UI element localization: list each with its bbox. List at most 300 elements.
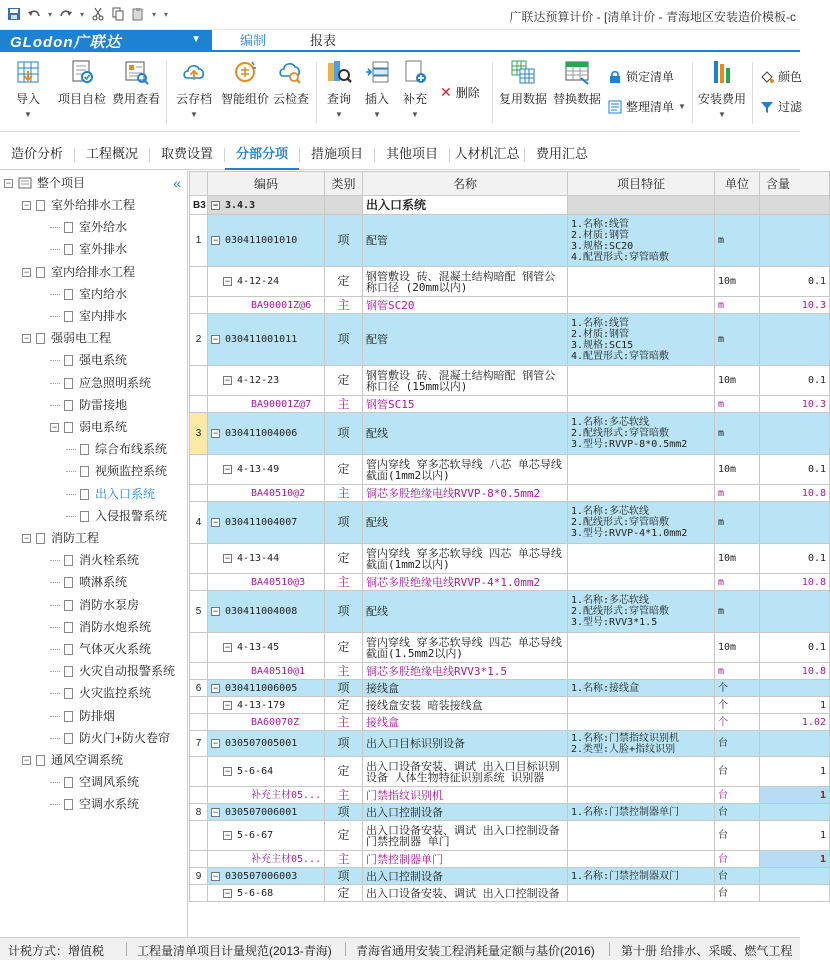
row-number[interactable] xyxy=(190,663,208,680)
unit-cell[interactable]: 10m xyxy=(715,267,760,297)
unit-cell[interactable]: m xyxy=(715,591,760,633)
name-cell[interactable]: 配管 xyxy=(363,215,568,267)
collapse-toggle-icon[interactable]: − xyxy=(212,517,219,527)
quantity-cell[interactable]: 1 xyxy=(760,851,830,868)
row-number[interactable]: 3 xyxy=(190,413,208,455)
row-number[interactable]: 8 xyxy=(190,804,208,821)
type-cell[interactable]: 主 xyxy=(325,297,363,314)
quantity-cell[interactable] xyxy=(760,804,830,821)
row-number[interactable] xyxy=(190,544,208,574)
dropdown-caret-icon[interactable]: ▾ xyxy=(151,9,156,19)
tree-item[interactable] xyxy=(50,639,151,659)
row-number[interactable]: 1 xyxy=(190,215,208,267)
tree-item[interactable] xyxy=(50,350,127,370)
row-number[interactable] xyxy=(190,267,208,297)
status-spec[interactable]: 工程量清单项目计量规范(2013-青海) xyxy=(137,944,332,958)
row-number[interactable] xyxy=(190,366,208,396)
type-cell[interactable]: 项 xyxy=(325,314,363,366)
unit-cell[interactable]: m xyxy=(715,215,760,267)
quantity-cell[interactable] xyxy=(760,680,830,697)
quota-row[interactable] xyxy=(190,633,830,663)
header-quantity[interactable]: 含量 xyxy=(760,172,830,196)
header-unit[interactable]: 单位 xyxy=(715,172,760,196)
row-number[interactable] xyxy=(190,633,208,663)
material-row[interactable] xyxy=(190,485,830,502)
row-number[interactable] xyxy=(190,885,208,902)
header-feature[interactable]: 项目特征 xyxy=(568,172,715,196)
type-cell[interactable]: 主 xyxy=(325,574,363,591)
tree-item[interactable] xyxy=(50,550,139,570)
tree-item[interactable] xyxy=(50,417,127,437)
quantity-cell[interactable]: 1 xyxy=(760,821,830,851)
collapse-toggle-icon[interactable]: − xyxy=(212,606,219,616)
name-cell[interactable]: 出入口控制设备 xyxy=(363,868,568,885)
name-cell[interactable]: 铜芯多股绝缘电线RVVP-4*1.0mm2 xyxy=(363,574,568,591)
unit-cell[interactable]: m xyxy=(715,574,760,591)
type-cell[interactable]: 定 xyxy=(325,885,363,902)
tree-item[interactable] xyxy=(50,794,139,814)
collapse-toggle-icon[interactable]: − xyxy=(212,235,219,245)
tree-item[interactable] xyxy=(50,661,175,681)
quantity-cell[interactable]: 0.1 xyxy=(760,544,830,574)
tree-item[interactable] xyxy=(22,528,99,548)
quantity-cell[interactable]: 10.3 xyxy=(760,396,830,413)
type-cell[interactable]: 定 xyxy=(325,757,363,787)
collapse-toggle-icon[interactable]: − xyxy=(51,421,58,432)
code-cell[interactable] xyxy=(208,851,325,868)
unit-cell[interactable]: m xyxy=(715,502,760,544)
fee-view-button[interactable] xyxy=(112,58,160,107)
quantity-cell[interactable] xyxy=(760,731,830,757)
type-cell[interactable]: 项 xyxy=(325,868,363,885)
tab-fee-settings[interactable]: 取费设置 xyxy=(160,146,213,161)
row-number[interactable]: 7 xyxy=(190,731,208,757)
tree-item[interactable] xyxy=(50,572,127,592)
collapse-toggle-icon[interactable]: − xyxy=(224,887,231,898)
replace-data-button[interactable] xyxy=(552,58,602,107)
quantity-cell[interactable]: 10.8 xyxy=(760,574,830,591)
quantity-cell[interactable]: 10.8 xyxy=(760,663,830,680)
name-cell[interactable]: 出入口设备安装、调试 出入口目标识别设备 人体生物特征识别系统 识别器 xyxy=(363,757,568,787)
row-number[interactable] xyxy=(190,485,208,502)
unit-cell[interactable]: 10m xyxy=(715,633,760,663)
row-number[interactable]: 2 xyxy=(190,314,208,366)
tree-item[interactable] xyxy=(50,706,115,726)
feature-cell[interactable]: 1.名称:多芯软线 2.配线形式:穿管暗敷 3.型号:RVV3*1.5 xyxy=(568,591,715,633)
code-cell[interactable] xyxy=(208,663,325,680)
code-cell[interactable] xyxy=(208,680,325,697)
feature-cell[interactable] xyxy=(568,787,715,804)
unit-cell[interactable]: 台 xyxy=(715,787,760,804)
ribbon-tab-report[interactable]: 报表 xyxy=(310,33,337,48)
code-cell[interactable] xyxy=(208,413,325,455)
unit-cell[interactable]: 台 xyxy=(715,851,760,868)
type-cell[interactable]: 项 xyxy=(325,731,363,757)
type-cell[interactable]: 定 xyxy=(325,267,363,297)
bill-item-row[interactable] xyxy=(190,314,830,366)
collapse-toggle-icon[interactable]: − xyxy=(23,754,30,765)
unit-cell[interactable]: 台 xyxy=(715,821,760,851)
type-cell[interactable]: 项 xyxy=(325,413,363,455)
unit-cell[interactable]: m xyxy=(715,663,760,680)
quantity-cell[interactable] xyxy=(760,413,830,455)
collapse-toggle-icon[interactable]: − xyxy=(212,428,219,438)
type-cell[interactable]: 定 xyxy=(325,697,363,714)
dropdown-caret-icon[interactable]: ▾ xyxy=(79,9,84,19)
type-cell[interactable]: 主 xyxy=(325,485,363,502)
feature-cell[interactable] xyxy=(568,544,715,574)
collapse-toggle-icon[interactable]: − xyxy=(224,276,231,286)
section-row[interactable] xyxy=(190,196,830,215)
tree-item[interactable] xyxy=(22,195,135,215)
delete-button[interactable] xyxy=(440,84,480,101)
collapse-toggle-icon[interactable]: − xyxy=(23,199,30,210)
code-cell[interactable] xyxy=(208,297,325,314)
feature-cell[interactable] xyxy=(568,663,715,680)
material-row[interactable] xyxy=(190,851,830,868)
name-cell[interactable]: 接线盒安装 暗装接线盒 xyxy=(363,697,568,714)
quantity-cell[interactable]: 1 xyxy=(760,697,830,714)
name-cell[interactable]: 钢管SC20 xyxy=(363,297,568,314)
quantity-cell[interactable] xyxy=(760,591,830,633)
name-cell[interactable]: 管内穿线 穿多芯软导线 八芯 单芯导线截面(1mm2以内) xyxy=(363,455,568,485)
quantity-cell[interactable] xyxy=(760,502,830,544)
quota-row[interactable] xyxy=(190,885,830,902)
smart-price-button[interactable] xyxy=(220,58,270,107)
code-cell[interactable] xyxy=(208,574,325,591)
feature-cell[interactable] xyxy=(568,697,715,714)
row-number[interactable] xyxy=(190,574,208,591)
tree-item[interactable] xyxy=(50,306,127,326)
code-cell[interactable] xyxy=(208,697,325,714)
unit-cell[interactable]: m xyxy=(715,485,760,502)
status-volume[interactable]: 第十册 给排水、采暖、燃气工程 xyxy=(621,944,793,958)
name-cell[interactable]: 配线 xyxy=(363,502,568,544)
self-check-button[interactable] xyxy=(58,58,106,107)
unit-cell[interactable]: m xyxy=(715,297,760,314)
type-cell[interactable]: 项 xyxy=(325,502,363,544)
code-cell[interactable] xyxy=(208,215,325,267)
type-cell[interactable]: 主 xyxy=(325,663,363,680)
feature-cell[interactable] xyxy=(568,297,715,314)
quantity-cell[interactable]: 0.1 xyxy=(760,267,830,297)
quota-row[interactable] xyxy=(190,757,830,787)
feature-cell[interactable] xyxy=(568,757,715,787)
name-cell[interactable]: 管内穿线 穿多芯软导线 四芯 单芯导线截面(1mm2以内) xyxy=(363,544,568,574)
name-cell[interactable]: 铜芯多股绝缘电线RVV3*1.5 xyxy=(363,663,568,680)
bill-item-row[interactable] xyxy=(190,413,830,455)
bill-item-row[interactable] xyxy=(190,804,830,821)
tree-item[interactable] xyxy=(50,217,127,237)
quota-row[interactable] xyxy=(190,366,830,396)
unit-cell[interactable]: 台 xyxy=(715,757,760,787)
code-cell[interactable] xyxy=(208,868,325,885)
feature-cell[interactable] xyxy=(568,821,715,851)
row-number[interactable]: 9 xyxy=(190,868,208,885)
tree-item[interactable] xyxy=(22,750,123,770)
app-logo[interactable] xyxy=(0,30,212,52)
cut-icon[interactable] xyxy=(90,6,106,22)
feature-cell[interactable]: 1.名称:线管 2.材质:钢管 3.规格:SC20 4.配置形式:穿管暗敷 xyxy=(568,215,715,267)
lock-list-button[interactable] xyxy=(608,68,674,85)
name-cell[interactable]: 出入口设备安装、调试 出入口控制设备 xyxy=(363,885,568,902)
code-cell[interactable] xyxy=(208,787,325,804)
name-cell[interactable]: 门禁控制器单门 xyxy=(363,851,568,868)
tree-item[interactable] xyxy=(66,461,167,481)
bill-item-row[interactable] xyxy=(190,215,830,267)
cloud-save-button[interactable] xyxy=(172,58,216,119)
row-number[interactable] xyxy=(190,714,208,731)
insert-button[interactable] xyxy=(360,58,394,119)
quota-row[interactable] xyxy=(190,267,830,297)
tree-item[interactable] xyxy=(50,284,127,304)
material-row[interactable] xyxy=(190,663,830,680)
bill-item-row[interactable] xyxy=(190,868,830,885)
unit-cell[interactable]: 台 xyxy=(715,868,760,885)
tree-item[interactable] xyxy=(22,262,135,282)
feature-cell[interactable] xyxy=(568,267,715,297)
unit-cell[interactable]: 个 xyxy=(715,697,760,714)
feature-cell[interactable]: 1.名称:门禁指纹识别机 2.类型:人脸+指纹识别 xyxy=(568,731,715,757)
tab-cost-analysis[interactable]: 造价分析 xyxy=(10,146,63,161)
unit-cell[interactable]: 个 xyxy=(715,680,760,697)
code-cell[interactable] xyxy=(208,455,325,485)
header-name[interactable]: 名称 xyxy=(363,172,568,196)
collapse-toggle-icon[interactable]: − xyxy=(224,375,231,385)
type-cell[interactable]: 定 xyxy=(325,821,363,851)
collapse-toggle-icon[interactable]: − xyxy=(224,766,231,776)
type-cell[interactable]: 项 xyxy=(325,804,363,821)
name-cell[interactable]: 配管 xyxy=(363,314,568,366)
feature-cell[interactable] xyxy=(568,396,715,413)
quantity-cell[interactable]: 10.3 xyxy=(760,297,830,314)
feature-cell[interactable]: 1.名称:多芯软线 2.配线形式:穿管暗敷 3.型号:RVVP-4*1.0mm2 xyxy=(568,502,715,544)
quota-row[interactable] xyxy=(190,455,830,485)
tree-item[interactable] xyxy=(50,617,151,637)
name-cell[interactable]: 门禁指纹识别机 xyxy=(363,787,568,804)
install-fee-button[interactable] xyxy=(698,58,746,119)
feature-cell[interactable] xyxy=(568,633,715,663)
tree-item[interactable] xyxy=(66,506,167,526)
quota-row[interactable] xyxy=(190,821,830,851)
quantity-cell[interactable] xyxy=(760,885,830,902)
row-number[interactable] xyxy=(190,851,208,868)
tree-item[interactable] xyxy=(50,239,127,259)
feature-cell[interactable] xyxy=(568,485,715,502)
type-cell[interactable]: 主 xyxy=(325,396,363,413)
save-icon[interactable] xyxy=(6,6,22,22)
feature-cell[interactable]: 1.名称:线管 2.材质:钢管 3.规格:SC15 4.配置形式:穿管暗敷 xyxy=(568,314,715,366)
tree-item[interactable] xyxy=(50,595,139,615)
row-number[interactable]: 5 xyxy=(190,591,208,633)
customize-qa-icon[interactable]: ▾ xyxy=(163,9,168,19)
name-cell[interactable]: 接线盒 xyxy=(363,680,568,697)
tree-item[interactable] xyxy=(22,328,111,348)
row-number[interactable] xyxy=(190,297,208,314)
row-number[interactable] xyxy=(190,787,208,804)
tree-item[interactable] xyxy=(66,484,155,504)
code-cell[interactable] xyxy=(208,267,325,297)
tree-root[interactable] xyxy=(4,173,85,193)
tab-measures[interactable]: 措施项目 xyxy=(310,146,363,161)
code-cell[interactable] xyxy=(208,396,325,413)
quantity-cell[interactable]: 1 xyxy=(760,757,830,787)
tab-fee-summary[interactable]: 费用汇总 xyxy=(535,146,588,161)
tree-item[interactable] xyxy=(50,728,170,748)
query-button[interactable] xyxy=(322,58,356,119)
code-cell[interactable] xyxy=(208,314,325,366)
name-cell[interactable]: 钢管敷设 砖、混凝土结构暗配 钢管公称口径 (20mm以内) xyxy=(363,267,568,297)
code-cell[interactable] xyxy=(208,544,325,574)
code-cell[interactable] xyxy=(208,485,325,502)
quantity-cell[interactable]: 1.02 xyxy=(760,714,830,731)
collapse-toggle-icon[interactable]: − xyxy=(224,642,231,652)
undo-icon[interactable] xyxy=(26,6,42,22)
code-cell[interactable] xyxy=(208,804,325,821)
reuse-data-button[interactable] xyxy=(498,58,548,107)
collapse-toggle-icon[interactable]: − xyxy=(212,682,219,693)
name-cell[interactable]: 出入口目标识别设备 xyxy=(363,731,568,757)
type-cell[interactable]: 主 xyxy=(325,787,363,804)
type-cell[interactable]: 主 xyxy=(325,714,363,731)
material-row[interactable] xyxy=(190,297,830,314)
redo-icon[interactable] xyxy=(58,6,74,22)
material-row[interactable] xyxy=(190,787,830,804)
row-number[interactable] xyxy=(190,757,208,787)
feature-cell[interactable] xyxy=(568,574,715,591)
unit-cell[interactable]: m xyxy=(715,413,760,455)
collapse-toggle-icon[interactable]: − xyxy=(212,870,219,881)
unit-cell[interactable]: m xyxy=(715,314,760,366)
collapse-toggle-icon[interactable]: − xyxy=(212,199,219,210)
collapse-toggle-icon[interactable]: − xyxy=(5,177,12,188)
unit-cell[interactable]: 10m xyxy=(715,455,760,485)
header-type[interactable]: 类别 xyxy=(325,172,363,196)
bill-item-row[interactable] xyxy=(190,591,830,633)
name-cell[interactable]: 配线 xyxy=(363,413,568,455)
collapse-toggle-icon[interactable]: − xyxy=(212,806,219,817)
feature-cell[interactable] xyxy=(568,714,715,731)
supplement-button[interactable] xyxy=(398,58,432,119)
copy-icon[interactable] xyxy=(110,6,126,22)
type-cell[interactable]: 主 xyxy=(325,851,363,868)
code-cell[interactable] xyxy=(208,821,325,851)
feature-cell[interactable]: 1.名称:门禁控制器双门 xyxy=(568,868,715,885)
unit-cell[interactable]: 台 xyxy=(715,804,760,821)
collapse-toggle-icon[interactable]: − xyxy=(224,553,231,563)
name-cell[interactable]: 铜芯多股绝缘电线RVVP-8*0.5mm2 xyxy=(363,485,568,502)
quantity-cell[interactable]: 0.1 xyxy=(760,366,830,396)
status-quota[interactable]: 青海省通用安装工程消耗量定额与基价(2016) xyxy=(356,944,595,958)
collapse-toggle-icon[interactable]: − xyxy=(224,464,231,474)
type-cell[interactable]: 定 xyxy=(325,455,363,485)
code-cell[interactable] xyxy=(208,714,325,731)
tree-item[interactable] xyxy=(50,683,151,703)
quantity-cell[interactable] xyxy=(760,868,830,885)
type-cell[interactable]: 项 xyxy=(325,591,363,633)
name-cell[interactable]: 管内穿线 穿多芯软导线 四芯 单芯导线截面(1.5mm2以内) xyxy=(363,633,568,663)
unit-cell[interactable]: 台 xyxy=(715,885,760,902)
name-cell[interactable]: 配线 xyxy=(363,591,568,633)
bill-item-row[interactable] xyxy=(190,680,830,697)
quantity-cell[interactable]: 0.1 xyxy=(760,633,830,663)
code-cell[interactable] xyxy=(208,502,325,544)
name-cell[interactable]: 钢管SC15 xyxy=(363,396,568,413)
collapse-toggle-icon[interactable]: − xyxy=(23,532,30,543)
import-button[interactable] xyxy=(8,58,48,119)
quantity-cell[interactable]: 1 xyxy=(760,787,830,804)
material-row[interactable] xyxy=(190,396,830,413)
row-number[interactable] xyxy=(190,697,208,714)
name-cell[interactable]: 钢管敷设 砖、混凝土结构暗配 钢管公称口径 (15mm以内) xyxy=(363,366,568,396)
dropdown-caret-icon[interactable]: ▾ xyxy=(47,9,52,19)
unit-cell[interactable]: 台 xyxy=(715,731,760,757)
ribbon-tab-edit[interactable]: 编制 xyxy=(226,30,280,52)
unit-cell[interactable]: 10m xyxy=(715,544,760,574)
material-row[interactable] xyxy=(190,714,830,731)
collapse-toggle-icon[interactable]: − xyxy=(212,334,219,344)
feature-cell[interactable] xyxy=(568,885,715,902)
quantity-cell[interactable] xyxy=(760,314,830,366)
code-cell[interactable] xyxy=(208,731,325,757)
filter-button[interactable] xyxy=(760,98,802,115)
bill-item-row[interactable] xyxy=(190,731,830,757)
tree-item[interactable] xyxy=(50,395,127,415)
feature-cell[interactable]: 1.名称:接线盒 xyxy=(568,680,715,697)
quota-row[interactable] xyxy=(190,697,830,714)
code-cell[interactable] xyxy=(208,366,325,396)
quantity-cell[interactable]: 10.8 xyxy=(760,485,830,502)
code-cell[interactable] xyxy=(208,633,325,663)
row-number[interactable]: 4 xyxy=(190,502,208,544)
tree-item[interactable] xyxy=(50,373,151,393)
collapse-toggle-icon[interactable]: − xyxy=(23,332,30,343)
collapse-toggle-icon[interactable]: − xyxy=(23,266,30,277)
cloud-check-button[interactable] xyxy=(272,58,310,107)
quota-row[interactable] xyxy=(190,544,830,574)
collapse-toggle-icon[interactable]: − xyxy=(224,699,231,710)
name-cell[interactable]: 出入口设备安装、调试 出入口控制设备 门禁控制器 单门 xyxy=(363,821,568,851)
tree-item[interactable] xyxy=(50,772,139,792)
header-code[interactable]: 编码 xyxy=(208,172,325,196)
code-cell[interactable] xyxy=(208,591,325,633)
feature-cell[interactable] xyxy=(568,366,715,396)
name-cell[interactable]: 接线盒 xyxy=(363,714,568,731)
feature-cell[interactable] xyxy=(568,455,715,485)
unit-cell[interactable]: m xyxy=(715,396,760,413)
unit-cell[interactable]: 个 xyxy=(715,714,760,731)
tab-other-items[interactable]: 其他项目 xyxy=(385,146,438,161)
quantity-cell[interactable]: 0.1 xyxy=(760,455,830,485)
row-number[interactable]: 6 xyxy=(190,680,208,697)
type-cell[interactable]: 项 xyxy=(325,680,363,697)
type-cell[interactable]: 定 xyxy=(325,366,363,396)
tab-project-overview[interactable]: 工程概况 xyxy=(85,146,138,161)
collapse-panel-icon[interactable]: « xyxy=(173,175,181,191)
tree-item[interactable] xyxy=(66,439,167,459)
quantity-cell[interactable] xyxy=(760,215,830,267)
feature-cell[interactable]: 1.名称:多芯软线 2.配线形式:穿管暗敷 3.型号:RVVP-8*0.5mm2 xyxy=(568,413,715,455)
feature-cell[interactable] xyxy=(568,851,715,868)
bill-item-row[interactable] xyxy=(190,502,830,544)
tab-sub-items[interactable]: 分部分项 xyxy=(225,138,299,170)
paste-icon[interactable] xyxy=(130,6,146,22)
collapse-toggle-icon[interactable]: − xyxy=(224,830,231,840)
type-cell[interactable]: 项 xyxy=(325,215,363,267)
material-row[interactable] xyxy=(190,574,830,591)
type-cell[interactable]: 定 xyxy=(325,544,363,574)
type-cell[interactable]: 定 xyxy=(325,633,363,663)
